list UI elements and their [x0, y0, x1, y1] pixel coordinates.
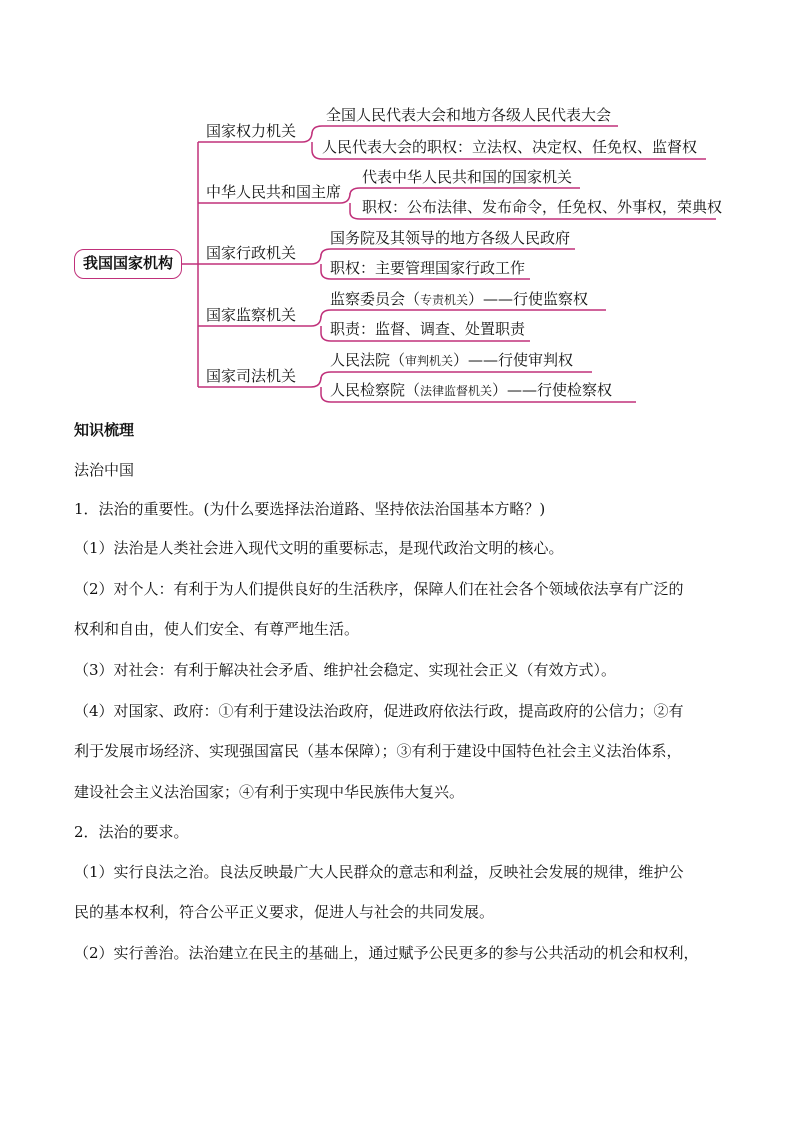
leaf-post: ）——行使检察权	[492, 381, 613, 399]
leaf-note: 法律监督机关	[420, 384, 493, 398]
paragraph-line: （1）实行良法之治。良法反映最广大人民群众的意志和利益，反映社会发展的规律，维护公	[74, 863, 684, 881]
leaf-pre: 人民法院（	[330, 351, 406, 369]
leaf-text: 职责：监督、调查、处置职责	[330, 320, 526, 338]
paragraph-line: 建设社会主义法治国家；④有利于实现中华民族伟大复兴。	[74, 783, 465, 801]
branch-label-judicial: 国家司法机关	[206, 367, 297, 385]
leaf-pre: 监察委员会（	[330, 290, 421, 308]
paragraph-line: （2）对个人：有利于为人们提供良好的生活秩序，保障人们在社会各个领域依法享有广泛的	[74, 580, 684, 598]
leaf-text: 全国人民代表大会和地方各级人民代表大会	[326, 106, 612, 124]
leaf-text: 人民代表大会的职权：立法权、决定权、任免权、监督权	[322, 138, 698, 156]
branch-label-supervisory: 国家监察机关	[206, 306, 297, 324]
leaf-text: 国务院及其领导的地方各级人民政府	[330, 229, 571, 247]
knowledge-content	[74, 420, 734, 963]
leaf-text	[330, 380, 612, 401]
leaf-post: ）——行使审判权	[453, 351, 574, 369]
leaf-text	[330, 350, 573, 371]
paragraph-line: （3）对社会：有利于解决社会矛盾、维护社会稳定、实现社会正义（有效方式）。	[74, 661, 617, 679]
leaf-post: ）——行使监察权	[468, 290, 589, 308]
leaf-pre: 人民检察院（	[330, 381, 421, 399]
branch-label-administrative: 国家行政机关	[206, 244, 297, 262]
paragraph-line: 民的基本权利，符合公平正义要求，促进人与社会的共同发展。	[74, 903, 495, 921]
state-organs-diagram	[0, 0, 794, 410]
section-heading: 知识梳理	[74, 421, 135, 439]
paragraph-line: 法治中国	[74, 461, 135, 479]
leaf-note: 专责机关	[420, 293, 469, 307]
paragraph-line: 利于发展市场经济、实现强国富民（基本保障）；③有利于建设中国特色社会主义法治体系，	[74, 742, 682, 760]
diagram-root: 我国国家机构	[74, 249, 182, 279]
leaf-text	[330, 289, 588, 310]
leaf-text: 职权：主要管理国家行政工作	[330, 259, 526, 277]
paragraph-line: 2．法治的要求。	[74, 823, 189, 841]
paragraph-line: 1．法治的重要性。(为什么要选择法治道路、坚持依法治国基本方略？)	[74, 500, 546, 518]
branch-label-power: 国家权力机关	[206, 122, 297, 140]
paragraph-line: （1）法治是人类社会进入现代文明的重要标志，是现代政治文明的核心。	[74, 539, 564, 557]
paragraph-line: 权利和自由，使人们安全、有尊严地生活。	[74, 620, 360, 638]
leaf-text: 代表中华人民共和国的国家机关	[362, 168, 573, 186]
leaf-note: 审判机关	[405, 354, 454, 368]
branch-label-president: 中华人民共和国主席	[206, 183, 342, 201]
paragraph-line: （4）对国家、政府：①有利于建设法治政府，促进政府依法行政，提高政府的公信力；②有	[74, 702, 684, 720]
paragraph-line: （2）实行善治。法治建立在民主的基础上，通过赋予公民更多的参与公共活动的机会和权利，	[74, 944, 699, 962]
leaf-text: 职权：公布法律、发布命令，任免权、外事权，荣典权	[362, 198, 723, 216]
